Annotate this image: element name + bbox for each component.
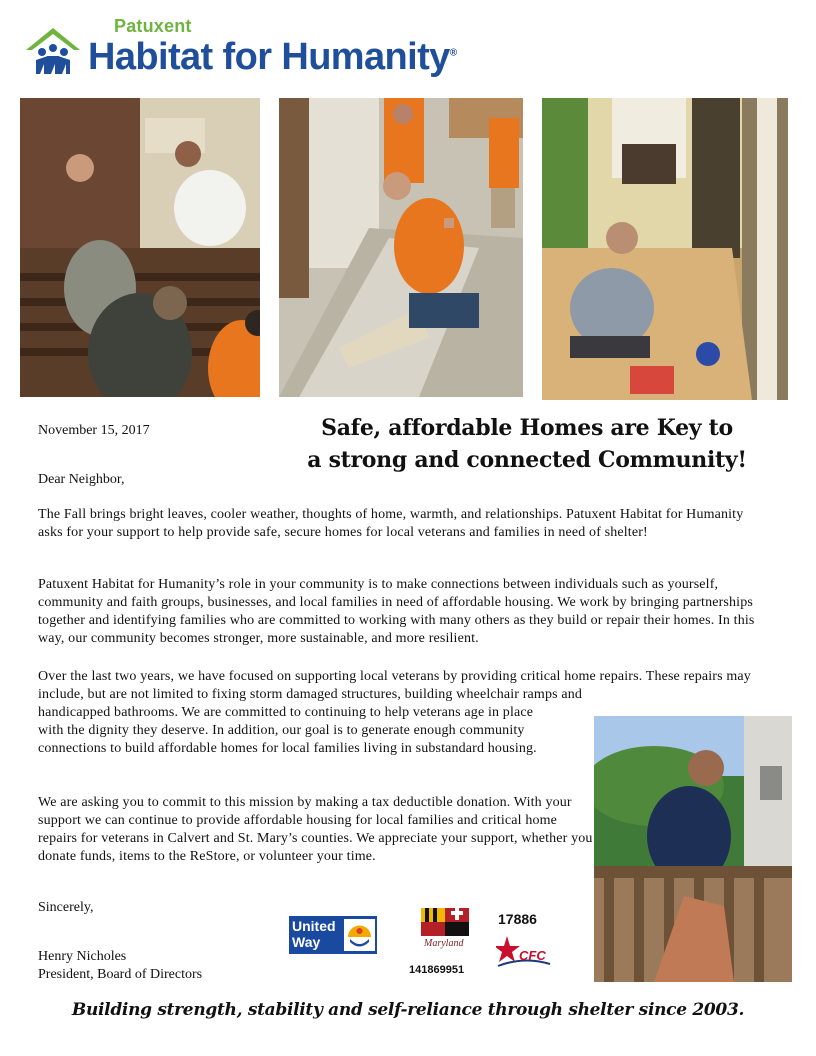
headline-line-1: Safe, affordable Homes are Key to <box>321 415 733 441</box>
habitat-logo <box>22 14 472 84</box>
org-name: Habitat for Humanity® <box>88 36 457 78</box>
paragraph-veterans <box>38 668 751 758</box>
united-way-logo <box>289 916 377 954</box>
maryland-campaign-label: Maryland <box>424 938 464 949</box>
paragraph-role: Patuxent Habitat for Humanity’s role in your community is to make connections between individuals such as yourself, community and faith groups, businesses, and local families in need of affordable housing. We work by bringing partnerships together and identifying families who are committed to working with many others as they build or repair their homes. In this way, our community becomes stronger, more sustainable, and more resilient. <box>38 577 755 646</box>
paragraph-veterans-rest: handicapped bathrooms. We are committed to continuing to help veterans age in place with the dignity they deserve. In addition, our goal is to generate enough community connections to build affordable homes for local families living in substandard housing. <box>38 705 537 756</box>
cfc-number: 17886 <box>498 911 537 927</box>
paragraph-intro: The Fall brings bright leaves, cooler weather, thoughts of home, warmth, and relationships. Patuxent Habitat for Humanity asks for your support to help provide safe, secure homes for local veterans and families in need of shelter! <box>38 507 744 540</box>
maryland-flag-icon <box>421 908 469 962</box>
photo-volunteer-sanding-floor <box>542 98 788 400</box>
headline-line-2: a strong and connected Community! <box>307 447 747 473</box>
maryland-campaign-number: 141869951 <box>409 964 465 976</box>
paragraph-donation-ask: We are asking you to commit to this mission by making a tax deductible donation. With your support we can continue to provide affordable housing for local families and critical home repairs for veterans in Calvert and St. Mary’s counties. We appreciate your support, whether you donate funds, items to the ReStore, or volunteer your time. <box>38 795 593 864</box>
photo-veteran-on-porch <box>594 716 792 982</box>
habitat-house-logo-icon <box>24 26 82 76</box>
photo-volunteer-installing-flooring <box>279 98 523 397</box>
greeting: Dear Neighbor, <box>38 472 125 487</box>
org-prefix: Patuxent <box>114 16 192 36</box>
photo-volunteers-floor-joists <box>20 98 260 397</box>
united-way-hand-icon <box>344 919 375 951</box>
headline <box>272 412 782 476</box>
signature-block <box>38 948 202 984</box>
signer-name: Henry Nicholes <box>38 949 127 964</box>
cfc-label: CFC <box>519 948 546 963</box>
united-way-label: United Way <box>292 918 336 950</box>
closing: Sincerely, <box>38 900 94 915</box>
paragraph-veterans-lead: Over the last two years, we have focused on supporting local veterans by providing critical home repairs. These repairs may include, but are not limited to fixing storm damaged structures, building wheelchair ramps and <box>38 669 751 702</box>
letter-date: November 15, 2017 <box>38 423 150 438</box>
footer-tagline: Building strength, stability and self-reliance through shelter since 2003. <box>71 1000 745 1020</box>
signer-title: President, Board of Directors <box>38 967 203 982</box>
